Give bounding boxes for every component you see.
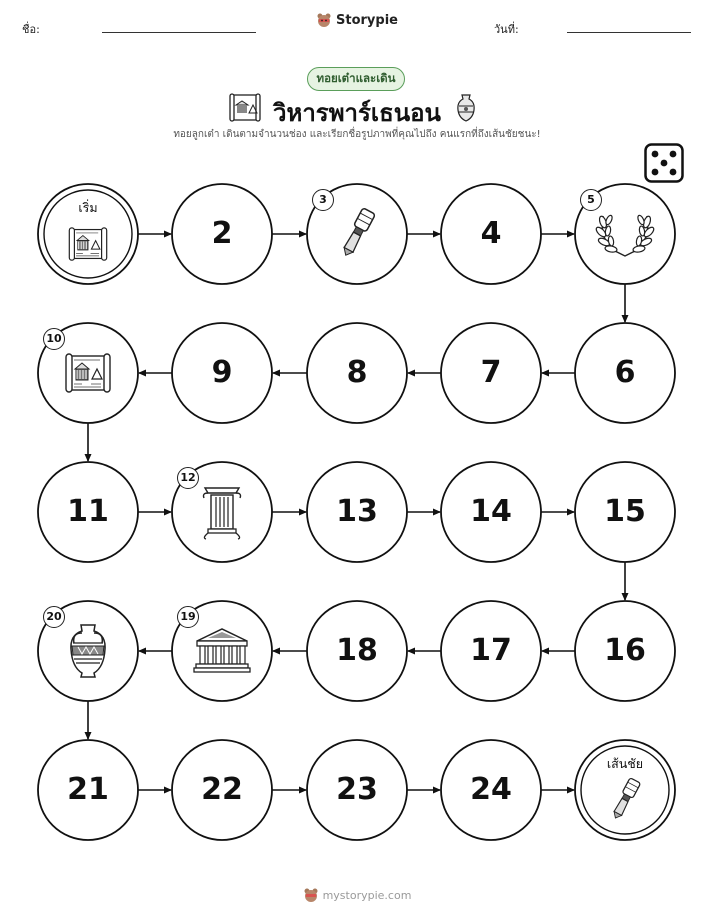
page-title: วิหารพาร์เธนอน — [273, 99, 441, 127]
space-number: 6 — [614, 355, 636, 390]
space-number: 18 — [336, 633, 378, 668]
space-number: 21 — [67, 772, 109, 807]
space-number: 8 — [346, 355, 368, 390]
space-number-badge: 5 — [580, 189, 602, 211]
space-number: 9 — [211, 355, 233, 390]
brand-name: Storypie — [336, 12, 398, 28]
scroll-icon — [66, 354, 110, 392]
scroll-icon — [69, 228, 106, 260]
space-number: 7 — [480, 355, 502, 390]
space-number: 13 — [336, 494, 378, 529]
space-number: 17 — [470, 633, 512, 668]
space-number: 4 — [480, 216, 502, 251]
space-number-badge: 3 — [312, 189, 334, 211]
space-number: 2 — [211, 216, 233, 251]
footer — [0, 887, 714, 907]
space-number: 16 — [604, 633, 646, 668]
space-number: 11 — [67, 494, 109, 529]
space-number-badge: 19 — [177, 606, 199, 628]
date-label: วันที่: — [494, 23, 519, 36]
space-number: 23 — [336, 772, 378, 807]
space-number: 15 — [604, 494, 646, 529]
bear-logo-icon — [303, 887, 319, 903]
space-number-badge: 12 — [177, 467, 199, 489]
activity-tag: ทอยเต๋าและเดิน — [307, 67, 405, 91]
space-number-badge: 20 — [43, 606, 65, 628]
instructions: ทอยลูกเต๋า เดินตามจำนวนช่อง และเรียกชื่อรูปภาพที่คุณไปถึง คนแรกที่ถึงเส้นชัยชนะ! — [173, 129, 541, 140]
finish-label: เส้นชัย — [606, 756, 644, 771]
start-label: เริ่ม — [78, 200, 98, 215]
space-number: 22 — [201, 772, 243, 807]
space-number: 24 — [470, 772, 512, 807]
footer-url: mystorypie.com — [322, 888, 412, 902]
name-label: ชื่อ: — [22, 23, 40, 36]
space-number: 14 — [470, 494, 512, 529]
space-number-badge: 10 — [43, 328, 65, 350]
